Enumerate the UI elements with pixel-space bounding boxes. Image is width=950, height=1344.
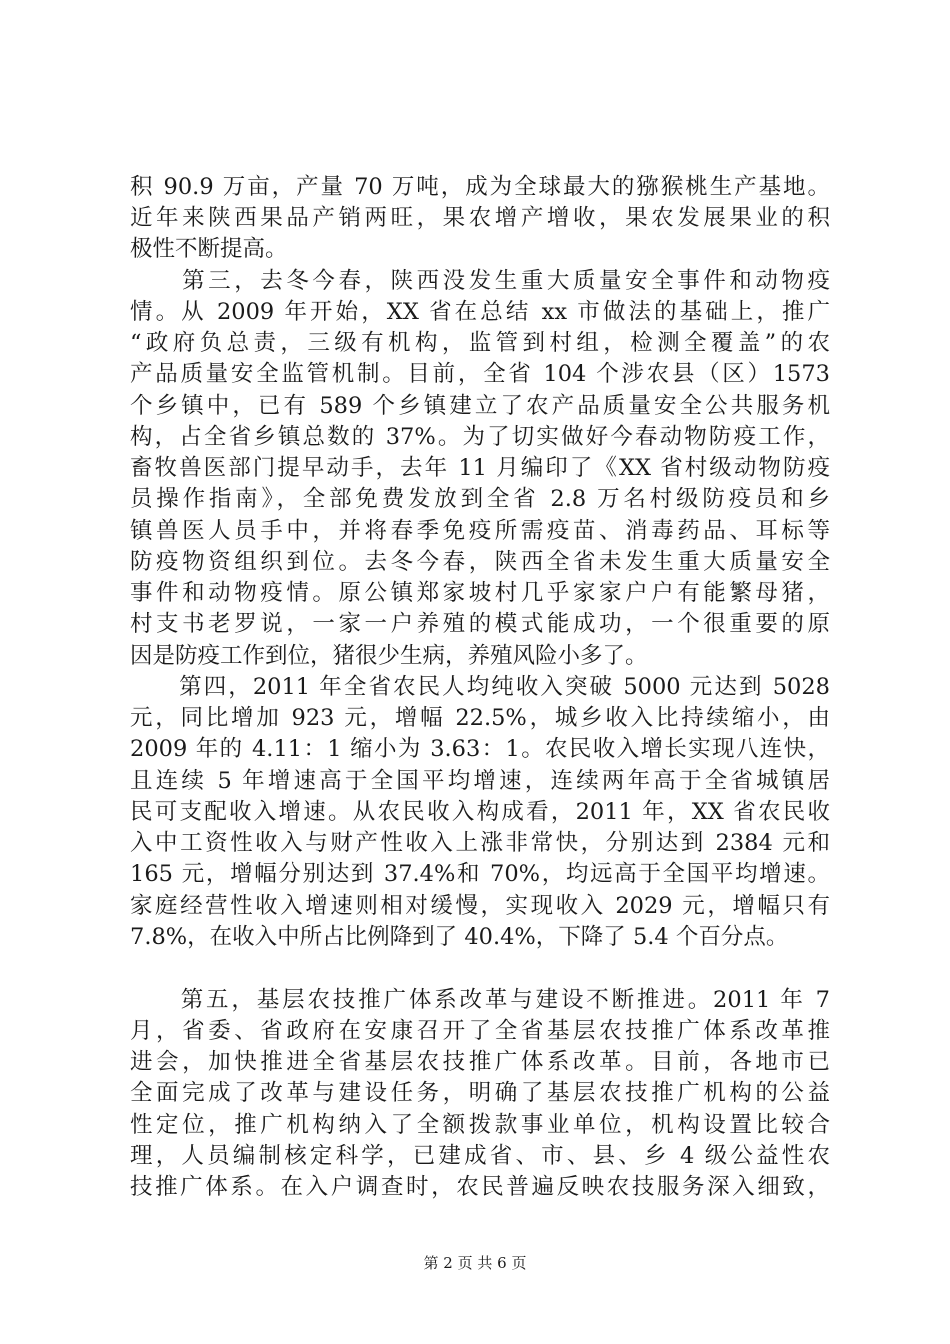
body-text-line: 个乡镇中，已有 589 个乡镇建立了农产品质量安全公共服务机	[130, 393, 830, 419]
body-text-line: 第三，去冬今春，陕西没发生重大质量安全事件和动物疫	[130, 268, 830, 294]
body-text-line: 构，占全省乡镇总数的 37%。为了切实做好今春动物防疫工作，	[130, 424, 830, 450]
body-text-line: 2009 年的 4.11：1 缩小为 3.63：1。农民收入增长实现八连快，	[130, 736, 830, 762]
body-text-line: 员操作指南》，全部免费发放到全省 2.8 万名村级防疫员和乡	[130, 486, 830, 512]
body-text-line: 7.8%，在收入中所占比例降到了 40.4%，下降了 5.4 个百分点。	[130, 924, 789, 950]
body-text-line: 畜牧兽医部门提早动手，去年 11 月编印了《XX 省村级动物防疫	[130, 455, 830, 481]
body-text-line: 产品质量安全监管机制。目前，全省 104 个涉农县（区）1573	[130, 361, 830, 387]
body-text-line: 极性不断提高。	[130, 236, 288, 262]
body-text-line: 镇兽医人员手中，并将春季免疫所需疫苗、消毒药品、耳标等	[130, 518, 830, 544]
page-number-footer: 第 2 页 共 6 页	[423, 1254, 527, 1272]
body-text-line: 进会，加快推进全省基层农技推广体系改革。目前，各地市已	[130, 1049, 830, 1075]
body-text-line: 技推广体系。在入户调查时，农民普遍反映农技服务深入细致，	[130, 1174, 830, 1200]
body-text-line: 民可支配收入增速。从农民收入构成看，2011 年，XX 省农民收	[130, 799, 830, 825]
body-text-line: 且连续 5 年增速高于全国平均增速，连续两年高于全省城镇居	[130, 768, 830, 794]
body-text-line: “政府负总责，三级有机构，监管到村组，检测全覆盖”的农	[130, 330, 830, 356]
body-text-line: 第五，基层农技推广体系改革与建设不断推进。2011 年 7	[130, 987, 830, 1013]
body-text-line: 165 元，增幅分别达到 37.4%和 70%，均远高于全国平均增速。	[130, 861, 830, 887]
body-text-line: 情。从 2009 年开始，XX 省在总结 xx 市做法的基础上，推广	[130, 299, 830, 325]
body-text-line: 元，同比增加 923 元，增幅 22.5%，城乡收入比持续缩小，由	[130, 705, 830, 731]
body-text-line: 积 90.9 万亩，产量 70 万吨，成为全球最大的猕猴桃生产基地。	[130, 174, 830, 200]
body-text-line: 家庭经营性收入增速则相对缓慢，实现收入 2029 元，增幅只有	[130, 893, 830, 919]
body-text-line: 理，人员编制核定科学，已建成省、市、县、乡 4 级公益性农	[130, 1143, 830, 1169]
body-text-line: 因是防疫工作到位，猪很少生病，养殖风险小多了。	[130, 643, 648, 669]
body-text-line: 入中工资性收入与财产性收入上涨非常快，分别达到 2384 元和	[130, 830, 830, 856]
body-text-line: 村支书老罗说，一家一户养殖的模式能成功，一个很重要的原	[130, 611, 830, 637]
body-text-line: 月，省委、省政府在安康召开了全省基层农技推广体系改革推	[130, 1018, 830, 1044]
body-text-line: 近年来陕西果品产销两旺，果农增产增收，果农发展果业的积	[130, 205, 830, 231]
body-text-line: 第四，2011 年全省农民人均纯收入突破 5000 元达到 5028	[130, 674, 830, 700]
body-text-line: 防疫物资组织到位。去冬今春，陕西全省未发生重大质量安全	[130, 549, 830, 575]
body-text-line: 事件和动物疫情。原公镇郑家坡村几乎家家户户有能繁母猪，	[130, 580, 830, 606]
body-text-line: 全面完成了改革与建设任务，明确了基层农技推广机构的公益	[130, 1080, 830, 1106]
body-text-line: 性定位，推广机构纳入了全额拨款事业单位，机构设置比较合	[130, 1112, 830, 1138]
